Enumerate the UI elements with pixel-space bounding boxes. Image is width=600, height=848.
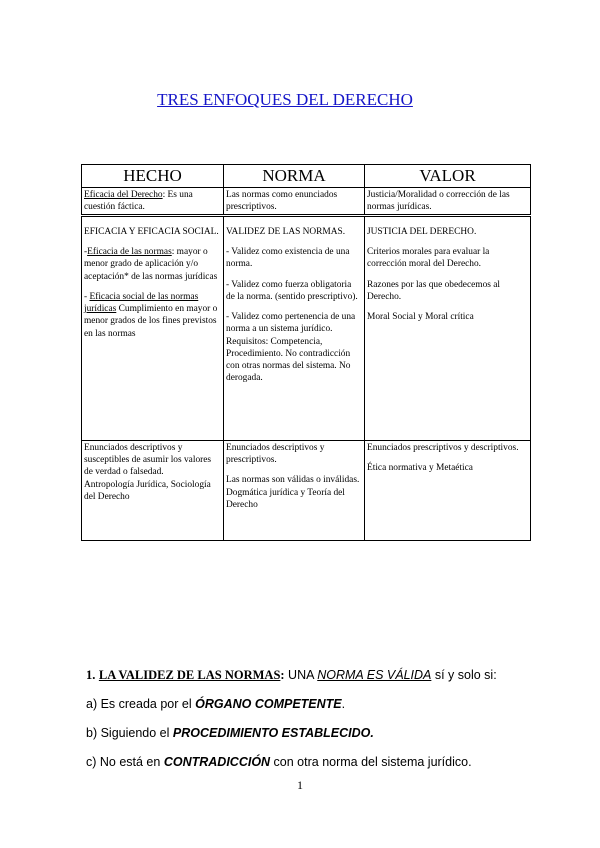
section-number: 1. [86, 668, 96, 682]
section-emphasis: NORMA ES VÁLIDA [317, 668, 432, 682]
cell-valor-1: Justicia/Moralidad o corrección de las normas jurídicas. [365, 187, 531, 215]
condition-a [86, 697, 586, 711]
cell-text: - [84, 247, 88, 258]
condition-text: . [341, 697, 346, 711]
condition-emphasis: PROCEDIMIENTO ESTABLECIDO. [172, 726, 374, 740]
cell-hecho-3 [82, 440, 224, 540]
cell-text: Ética normativa y Metaética [367, 463, 473, 474]
table-header-row [82, 165, 531, 188]
cell-text: - Validez como existencia de una norma. [226, 247, 350, 270]
cell-text: Moral Social y Moral crítica [367, 312, 474, 323]
cell-hecho-2 [82, 215, 224, 440]
condition-text: b) Siguiendo el [86, 726, 173, 740]
cell-heading: EFICACIA Y EFICACIA SOCIAL. [84, 226, 219, 237]
cell-text: : mayor o menor grado de aplicación y/o aceptación* de las normas jurídicas [84, 247, 218, 282]
cell-norma-3 [224, 440, 365, 540]
condition-b [86, 726, 586, 740]
cell-text: Razones por las que obedecemos al Derecho. [367, 279, 501, 302]
cell-valor-2 [365, 215, 531, 440]
condition-emphasis: ÓRGANO COMPETENTE [195, 697, 342, 711]
cell-underlined-text: Eficacia del Derecho [84, 189, 163, 200]
condition-c [86, 755, 586, 769]
condition-text: con otra norma del sistema jurídico. [270, 755, 472, 769]
cell-text: Criterios morales para evaluar la corrección moral del Derecho. [367, 247, 490, 270]
table-row [82, 440, 531, 540]
cell-hecho-1 [82, 187, 224, 215]
cell-heading: VALIDEZ DE LAS NORMAS. [226, 226, 346, 237]
cell-underlined-text: Eficacia de las normas [87, 247, 172, 258]
section-text: sí y solo si: [431, 668, 497, 682]
header-norma: NORMA [224, 165, 365, 188]
cell-text: Antropología Jurídica, Sociología del Derecho [84, 479, 211, 502]
condition-text: a) Es creada por el [86, 697, 196, 711]
cell-text: Cumplimiento en mayor o menor grados de los fines previstos en las normas [84, 304, 218, 339]
header-hecho: HECHO [82, 165, 224, 188]
cell-text: - [84, 291, 90, 302]
cell-text: : Es una cuestión fáctica. [84, 189, 193, 212]
cell-text: Dogmática jurídica y Teoría del Derecho [226, 487, 345, 510]
cell-valor-3 [365, 440, 531, 540]
table-row [82, 215, 531, 440]
condition-emphasis: CONTRADICCIÓN [163, 755, 271, 769]
cell-text: - Validez como fuerza obligatoria de la norma. (sentido prescriptivo). [226, 279, 358, 302]
table-row [82, 187, 531, 215]
cell-text: Las normas son válidas o inválidas. [226, 475, 360, 486]
cell-text: Enunciados prescriptivos y descriptivos. [367, 442, 519, 453]
condition-text: c) No está en [86, 755, 164, 769]
page-number: 1 [297, 778, 303, 792]
section-text: UNA [284, 668, 318, 682]
section-heading [86, 668, 586, 683]
cell-text: Enunciados descriptivos y prescriptivos. [226, 442, 325, 466]
cell-norma-2 [224, 215, 365, 440]
approaches-table [81, 164, 531, 541]
cell-underlined-text: Eficacia social de las normas jurídicas [84, 291, 199, 315]
cell-text: Enunciados descriptivos y susceptibles de asumir los valores de verdad o falsedad. [84, 442, 212, 478]
section-title: LA VALIDEZ DE LAS NORMAS [98, 668, 281, 682]
cell-text: - Validez como pertenencia de una norma a un sistema jurídico. Requisitos: Competencia, Procedimiento. No contradicción con otras normas del sistema. No derogada. [226, 312, 356, 384]
cell-heading: JUSTICIA DEL DERECHO. [367, 226, 477, 237]
header-valor: VALOR [365, 165, 531, 188]
document-title: TRES ENFOQUES DEL DERECHO [157, 90, 413, 109]
section-colon: : [280, 668, 285, 682]
cell-norma-1: Las normas como enunciados prescriptivos. [224, 187, 365, 215]
